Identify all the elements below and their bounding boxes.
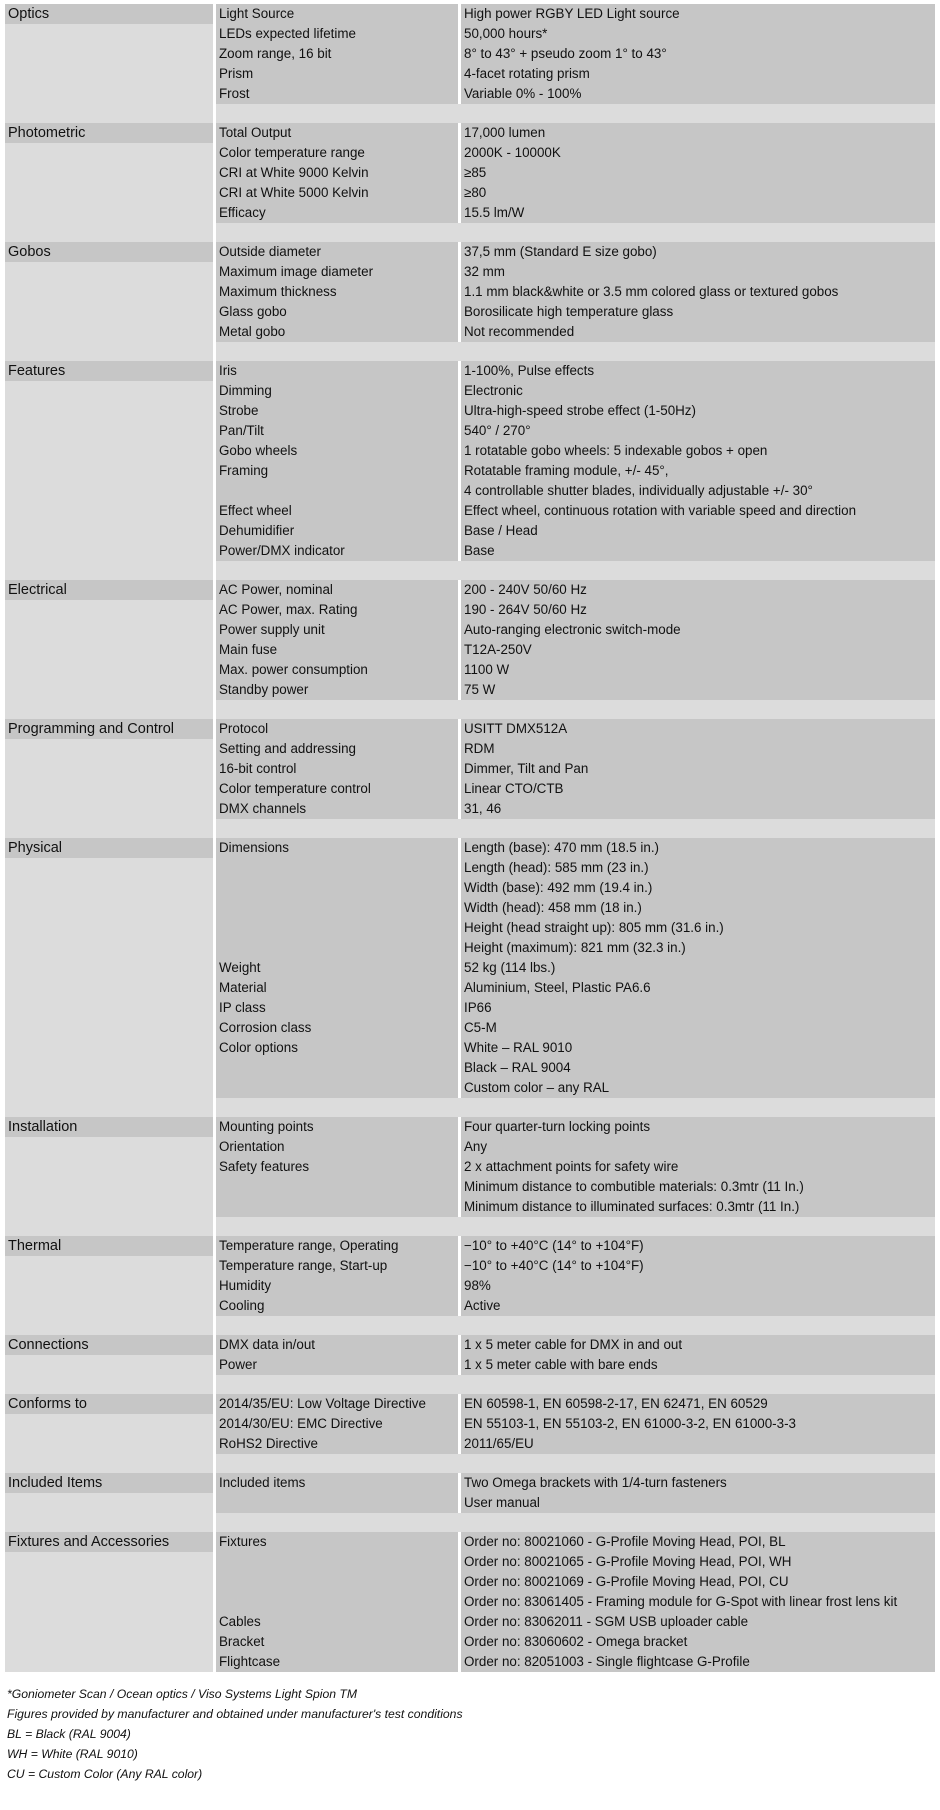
spec-label: Fixtures [219, 1534, 267, 1549]
spec-value: 4 controllable shutter blades, individually adjustable +/- 30° [464, 483, 813, 498]
spec-label [216, 898, 458, 918]
spacer-cell [216, 1375, 935, 1394]
spec-value: Order no: 83061405 - Framing module for G-Spot with linear frost lens kit [464, 1594, 898, 1609]
spacer-cell [5, 1316, 213, 1335]
spec-label: 2014/30/EU: EMC Directive [219, 1416, 383, 1431]
spec-label: Material [219, 980, 267, 995]
label-column [216, 1394, 458, 1454]
category-title: Programming and Control [5, 719, 213, 739]
spec-value: Rotatable framing module, +/- 45°, [464, 463, 669, 478]
category-title: Included Items [5, 1473, 213, 1493]
spec-section-programming-and-control [5, 719, 935, 819]
spec-label: Frost [219, 86, 250, 101]
spec-value: Minimum distance to combutible materials: 0.3mtr (11 In.) [464, 1179, 804, 1194]
spec-value: 2 x attachment points for safety wire [464, 1159, 679, 1174]
spec-section-optics [5, 4, 935, 104]
spec-label: Pan/Tilt [219, 423, 264, 438]
spec-section-gobos [5, 242, 935, 342]
spec-section-conforms-to [5, 1394, 935, 1454]
spec-label [216, 1552, 458, 1572]
spec-label: Efficacy [219, 205, 266, 220]
spec-label: Framing [219, 463, 269, 478]
spec-label: 2014/35/EU: Low Voltage Directive [219, 1396, 426, 1411]
category-title: Gobos [5, 242, 213, 262]
spec-label: Total Output [219, 125, 292, 140]
spec-label: DMX channels [219, 801, 307, 816]
spec-value: Ultra-high-speed strobe effect (1-50Hz) [464, 403, 696, 418]
spec-label: AC Power, nominal [219, 582, 333, 597]
spec-label: LEDs expected lifetime [219, 26, 356, 41]
spec-label: Light Source [219, 6, 295, 21]
spec-value: 200 - 240V 50/60 Hz [464, 582, 587, 597]
category-title: Photometric [5, 123, 213, 143]
spec-label: Power/DMX indicator [219, 543, 345, 558]
spacer-cell [216, 561, 935, 580]
label-column [216, 1335, 458, 1375]
spec-label: Temperature range, Operating [219, 1238, 399, 1253]
category-cell [5, 361, 213, 561]
category-cell [5, 1532, 213, 1672]
spec-label [216, 1197, 458, 1217]
section-spacer [5, 819, 935, 838]
spec-value: Two Omega brackets with 1/4-turn fasteners [464, 1475, 727, 1490]
spec-value: 190 - 264V 50/60 Hz [464, 602, 587, 617]
spec-value: 15.5 lm/W [464, 205, 525, 220]
value-column [461, 580, 935, 700]
spec-value: Aluminium, Steel, Plastic PA6.6 [464, 980, 651, 995]
spec-value: EN 60598-1, EN 60598-2-17, EN 62471, EN 60529 [464, 1396, 768, 1411]
spec-label: Color temperature control [219, 781, 371, 796]
spacer-cell [5, 223, 213, 242]
spec-value: High power RGBY LED Light source [464, 6, 680, 21]
spec-value: ≥80 [464, 185, 487, 200]
label-column [216, 1236, 458, 1316]
spec-value: 17,000 lumen [464, 125, 546, 140]
spec-value: EN 55103-1, EN 55103-2, EN 61000-3-2, EN 61000-3-3 [464, 1416, 796, 1431]
spec-value: User manual [464, 1495, 540, 1510]
value-column [461, 123, 935, 223]
spec-value: Order no: 83060602 - Omega bracket [464, 1634, 688, 1649]
spacer-cell [216, 1098, 935, 1117]
spec-label: Included items [219, 1475, 306, 1490]
spec-value: Variable 0% - 100% [464, 86, 582, 101]
footnote: WH = White (RAL 9010) [7, 1747, 138, 1761]
value-column [461, 1236, 935, 1316]
spec-value: 2000K - 10000K [464, 145, 561, 160]
spec-label: Mounting points [219, 1119, 314, 1134]
label-column [216, 580, 458, 700]
spec-value: Electronic [464, 383, 523, 398]
spec-section-thermal [5, 1236, 935, 1316]
spacer-cell [5, 1513, 213, 1532]
spec-label: Color options [219, 1040, 298, 1055]
spec-value: White – RAL 9010 [464, 1040, 573, 1055]
section-spacer [5, 561, 935, 580]
category-cell [5, 838, 213, 1098]
spec-value: Length (base): 470 mm (18.5 in.) [464, 840, 660, 855]
category-title: Optics [5, 4, 213, 24]
spec-value: Order no: 80021069 - G-Profile Moving Head, POI, CU [464, 1574, 789, 1589]
spec-value: 32 mm [464, 264, 505, 279]
footnote: CU = Custom Color (Any RAL color) [7, 1767, 203, 1781]
spec-label: Effect wheel [219, 503, 292, 518]
spec-label: Maximum thickness [219, 284, 337, 299]
section-spacer [5, 1217, 935, 1236]
spec-label: Main fuse [219, 642, 278, 657]
spec-value: 1.1 mm black&white or 3.5 mm colored glass or textured gobos [464, 284, 839, 299]
spacer-cell [5, 342, 213, 361]
section-spacer [5, 1375, 935, 1394]
spacer-cell [5, 104, 213, 123]
spec-label: DMX data in/out [219, 1337, 316, 1352]
section-spacer [5, 342, 935, 361]
value-column [461, 1394, 935, 1454]
spacer-cell [216, 1316, 935, 1335]
spec-section-installation [5, 1117, 935, 1217]
spacer-cell [5, 700, 213, 719]
spec-value: 75 W [464, 682, 496, 697]
spec-label [216, 938, 458, 958]
spec-label: Prism [219, 66, 254, 81]
spec-value: 8° to 43° + pseudo zoom 1° to 43° [464, 46, 667, 61]
section-spacer [5, 1513, 935, 1532]
spec-label [216, 1572, 458, 1592]
spec-label [216, 1058, 458, 1078]
spec-label: Zoom range, 16 bit [219, 46, 332, 61]
section-spacer [5, 104, 935, 123]
spec-value: Black – RAL 9004 [464, 1060, 571, 1075]
label-column [216, 242, 458, 342]
spec-value: Order no: 82051003 - Single flightcase G-Profile [464, 1654, 750, 1669]
category-cell [5, 4, 213, 104]
spec-section-included-items [5, 1473, 935, 1513]
spec-value: Base / Head [464, 523, 538, 538]
spec-label: Gobo wheels [219, 443, 298, 458]
label-column [216, 123, 458, 223]
spec-label [216, 858, 458, 878]
spec-label: Dimming [219, 383, 272, 398]
spec-value: 31, 46 [464, 801, 502, 816]
spec-value: 37,5 mm (Standard E size gobo) [464, 244, 657, 259]
category-title: Installation [5, 1117, 213, 1137]
spec-label: Temperature range, Start-up [219, 1258, 388, 1273]
section-spacer [5, 1316, 935, 1335]
spec-value: 1-100%, Pulse effects [464, 363, 595, 378]
label-column [216, 4, 458, 104]
spec-value: ≥85 [464, 165, 487, 180]
spec-section-features [5, 361, 935, 561]
spacer-cell [5, 561, 213, 580]
spec-value: Minimum distance to illuminated surfaces: 0.3mtr (11 In.) [464, 1199, 800, 1214]
label-column [216, 719, 458, 819]
label-column [216, 1473, 458, 1513]
spec-value: C5-M [464, 1020, 497, 1035]
spec-value: Length (head): 585 mm (23 in.) [464, 860, 649, 875]
category-cell [5, 1335, 213, 1375]
spec-value: −10° to +40°C (14° to +104°F) [464, 1258, 644, 1273]
label-column [216, 1117, 458, 1217]
value-column [461, 1117, 935, 1217]
spec-value: Active [464, 1298, 501, 1313]
spec-label [216, 481, 458, 501]
spec-label: Power [219, 1357, 257, 1372]
category-cell [5, 719, 213, 819]
spacer-cell [216, 1513, 935, 1532]
spec-value: 1 rotatable gobo wheels: 5 indexable gobos + open [464, 443, 768, 458]
spec-label: Strobe [219, 403, 259, 418]
spacer-cell [5, 1217, 213, 1236]
category-title: Electrical [5, 580, 213, 600]
spec-section-fixtures-and-accessories [5, 1532, 935, 1672]
category-title: Connections [5, 1335, 213, 1355]
category-cell [5, 1394, 213, 1454]
spec-label [216, 918, 458, 938]
spec-label: IP class [219, 1000, 266, 1015]
spec-label: Safety features [219, 1159, 310, 1174]
spec-label: Protocol [219, 721, 269, 736]
category-title: Physical [5, 838, 213, 858]
spec-label: Max. power consumption [219, 662, 368, 677]
spec-value: 4-facet rotating prism [464, 66, 590, 81]
spec-value: Base [464, 543, 495, 558]
category-title: Fixtures and Accessories [5, 1532, 213, 1552]
spec-value: 1 x 5 meter cable for DMX in and out [464, 1337, 683, 1352]
spec-value: Auto-ranging electronic switch-mode [464, 622, 681, 637]
spec-value: IP66 [464, 1000, 492, 1015]
spec-table [5, 4, 935, 1672]
spacer-cell [216, 1217, 935, 1236]
spec-section-electrical [5, 580, 935, 700]
spec-section-photometric [5, 123, 935, 223]
label-column [216, 361, 458, 561]
value-column [461, 1335, 935, 1375]
spec-value: Linear CTO/CTB [464, 781, 564, 796]
spec-label: Cooling [219, 1298, 265, 1313]
spec-value: RDM [464, 741, 495, 756]
spec-label: Bracket [219, 1634, 265, 1649]
spec-value: Height (head straight up): 805 mm (31.6 in.) [464, 920, 724, 935]
spec-value: Four quarter-turn locking points [464, 1119, 651, 1134]
section-spacer [5, 700, 935, 719]
spec-value: 50,000 hours* [464, 26, 548, 41]
spec-value: USITT DMX512A [464, 721, 568, 736]
spec-label: Orientation [219, 1139, 285, 1154]
spec-label: Metal gobo [219, 324, 286, 339]
spec-value: Any [464, 1139, 488, 1154]
spec-label: AC Power, max. Rating [219, 602, 358, 617]
spec-value: Effect wheel, continuous rotation with variable speed and direction [464, 503, 857, 518]
value-column [461, 361, 935, 561]
category-cell [5, 1117, 213, 1217]
spec-value: Borosilicate high temperature glass [464, 304, 674, 319]
spacer-cell [216, 223, 935, 242]
spec-label: Power supply unit [219, 622, 325, 637]
spec-value: 2011/65/EU [464, 1436, 534, 1451]
spec-label: Iris [219, 363, 237, 378]
value-column [461, 1473, 935, 1513]
spec-value: T12A-250V [464, 642, 532, 657]
spec-value: Width (head): 458 mm (18 in.) [464, 900, 642, 915]
spec-value: 1 x 5 meter cable with bare ends [464, 1357, 658, 1372]
section-spacer [5, 1454, 935, 1473]
category-title: Features [5, 361, 213, 381]
category-title: Thermal [5, 1236, 213, 1256]
footnotes [7, 1684, 927, 1784]
spec-value: Dimmer, Tilt and Pan [464, 761, 589, 776]
category-cell [5, 242, 213, 342]
spec-label: 16-bit control [219, 761, 297, 776]
spacer-cell [5, 1098, 213, 1117]
category-title: Conforms to [5, 1394, 213, 1414]
spacer-cell [216, 1454, 935, 1473]
spec-value: Not recommended [464, 324, 575, 339]
value-column [461, 4, 935, 104]
value-column [461, 719, 935, 819]
category-cell [5, 123, 213, 223]
spec-value: −10° to +40°C (14° to +104°F) [464, 1238, 644, 1253]
spec-label [216, 1592, 458, 1612]
spec-section-connections [5, 1335, 935, 1375]
spec-label [216, 1078, 458, 1098]
spec-value: Width (base): 492 mm (19.4 in.) [464, 880, 653, 895]
spec-value: Order no: 83062011 - SGM USB uploader cable [464, 1614, 749, 1629]
spec-value: Height (maximum): 821 mm (32.3 in.) [464, 940, 686, 955]
footnote: BL = Black (RAL 9004) [7, 1727, 131, 1741]
footnote: *Goniometer Scan / Ocean optics / Viso Systems Light Spion TM [7, 1687, 357, 1701]
spacer-cell [5, 819, 213, 838]
spec-label: Weight [219, 960, 261, 975]
spec-label: Maximum image diameter [219, 264, 374, 279]
spacer-cell [216, 700, 935, 719]
spec-label [216, 1493, 458, 1513]
spec-label: Glass gobo [219, 304, 287, 319]
section-spacer [5, 223, 935, 242]
spec-value: 1100 W [464, 662, 510, 677]
spec-label: Flightcase [219, 1654, 281, 1669]
footnote: Figures provided by manufacturer and obtained under manufacturer's test conditions [7, 1707, 463, 1721]
spacer-cell [5, 1454, 213, 1473]
spec-label: Dehumidifier [219, 523, 295, 538]
spacer-cell [5, 1375, 213, 1394]
spec-label: Standby power [219, 682, 309, 697]
spec-value: Order no: 80021065 - G-Profile Moving Head, POI, WH [464, 1554, 792, 1569]
label-column [216, 838, 458, 1098]
spec-label: Outside diameter [219, 244, 321, 259]
spec-label: CRI at White 9000 Kelvin [219, 165, 369, 180]
label-column [216, 1532, 458, 1672]
spec-label [216, 878, 458, 898]
spec-section-physical [5, 838, 935, 1098]
value-column [461, 838, 935, 1098]
spec-label: Dimensions [219, 840, 289, 855]
spacer-cell [216, 342, 935, 361]
spec-label [216, 1177, 458, 1197]
spec-value: 540° / 270° [464, 423, 531, 438]
value-column [461, 242, 935, 342]
spec-label: Setting and addressing [219, 741, 356, 756]
value-column [461, 1532, 935, 1672]
spec-label: Humidity [219, 1278, 272, 1293]
category-cell [5, 580, 213, 700]
spec-value: 98% [464, 1278, 491, 1293]
spec-value: Order no: 80021060 - G-Profile Moving Head, POI, BL [464, 1534, 786, 1549]
spacer-cell [216, 104, 935, 123]
spec-label: CRI at White 5000 Kelvin [219, 185, 369, 200]
spec-label: Color temperature range [219, 145, 365, 160]
spec-value: 52 kg (114 lbs.) [464, 960, 556, 975]
category-cell [5, 1473, 213, 1513]
spacer-cell [216, 819, 935, 838]
spec-label: Corrosion class [219, 1020, 312, 1035]
section-spacer [5, 1098, 935, 1117]
category-cell [5, 1236, 213, 1316]
spec-label: RoHS2 Directive [219, 1436, 318, 1451]
spec-value: Custom color – any RAL [464, 1080, 610, 1095]
spec-label: Cables [219, 1614, 261, 1629]
